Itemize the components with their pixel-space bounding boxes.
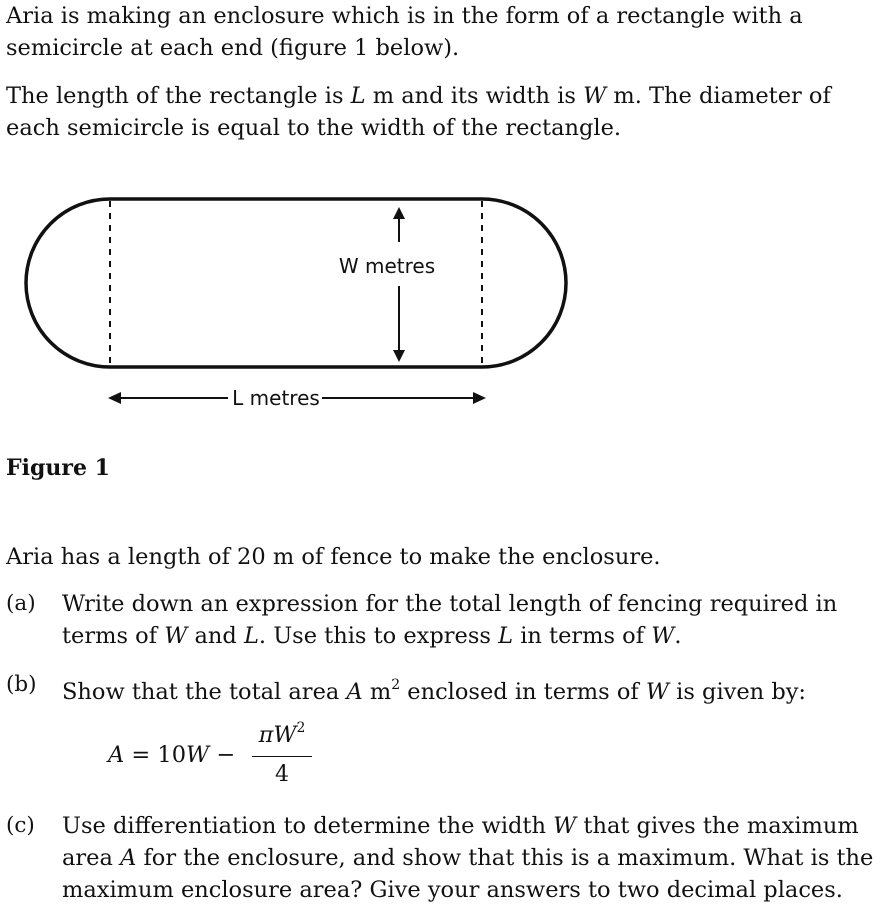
part-b-line-1: Show that the total area A $m^2$ enclosed in terms of W is given by: xyxy=(62,677,807,705)
formula-minus: − xyxy=(209,742,236,768)
length-label: L metres xyxy=(232,386,320,410)
intro-line-3: The length of the rectangle is L m and its width is W m. The diameter of xyxy=(6,83,831,109)
formula-equals: = 10 xyxy=(124,742,187,768)
intro-line-1: Aria is making an enclosure which is in the form of a rectangle with a xyxy=(6,3,803,29)
part-c-line-2: area A for the enclosure, and show that this is a maximum. What is the xyxy=(62,845,874,871)
formula-w: W xyxy=(186,742,210,768)
intro-line-2: semicircle at each end (figure 1 below). xyxy=(6,35,460,61)
area-formula xyxy=(108,716,338,796)
width-label: W metres xyxy=(338,254,436,278)
formula-numerator: $\pi W^2$ xyxy=(258,720,306,748)
width-arrow-up-head xyxy=(393,207,405,219)
part-b-label: (b) xyxy=(6,672,37,697)
length-arrow-right-head xyxy=(473,392,486,404)
part-c-label: (c) xyxy=(6,813,35,838)
length-arrow-left-head xyxy=(108,392,121,404)
enclosure-outline xyxy=(26,199,566,367)
part-a-label: (a) xyxy=(6,591,36,616)
formula-denominator: 4 xyxy=(275,762,289,787)
part-a-line-2: terms of W and L. Use this to express L in terms of W. xyxy=(62,623,682,649)
part-c-line-3: maximum enclosure area? Give your answers to two decimal places. xyxy=(62,877,843,903)
formula-fraction-bar xyxy=(252,756,312,757)
fence-sentence: Aria has a length of 20 m of fence to make the enclosure. xyxy=(6,544,661,570)
formula-lhs: A xyxy=(108,742,125,768)
enclosure-figure xyxy=(0,180,896,440)
part-c-line-1: Use differentiation to determine the width W that gives the maximum xyxy=(62,813,859,839)
figure-caption: Figure 1 xyxy=(6,455,110,481)
width-arrow-down-head xyxy=(393,350,405,362)
intro-line-4: each semicircle is equal to the width of the rectangle. xyxy=(6,115,622,141)
part-a-line-1: Write down an expression for the total length of fencing required in xyxy=(62,591,838,617)
